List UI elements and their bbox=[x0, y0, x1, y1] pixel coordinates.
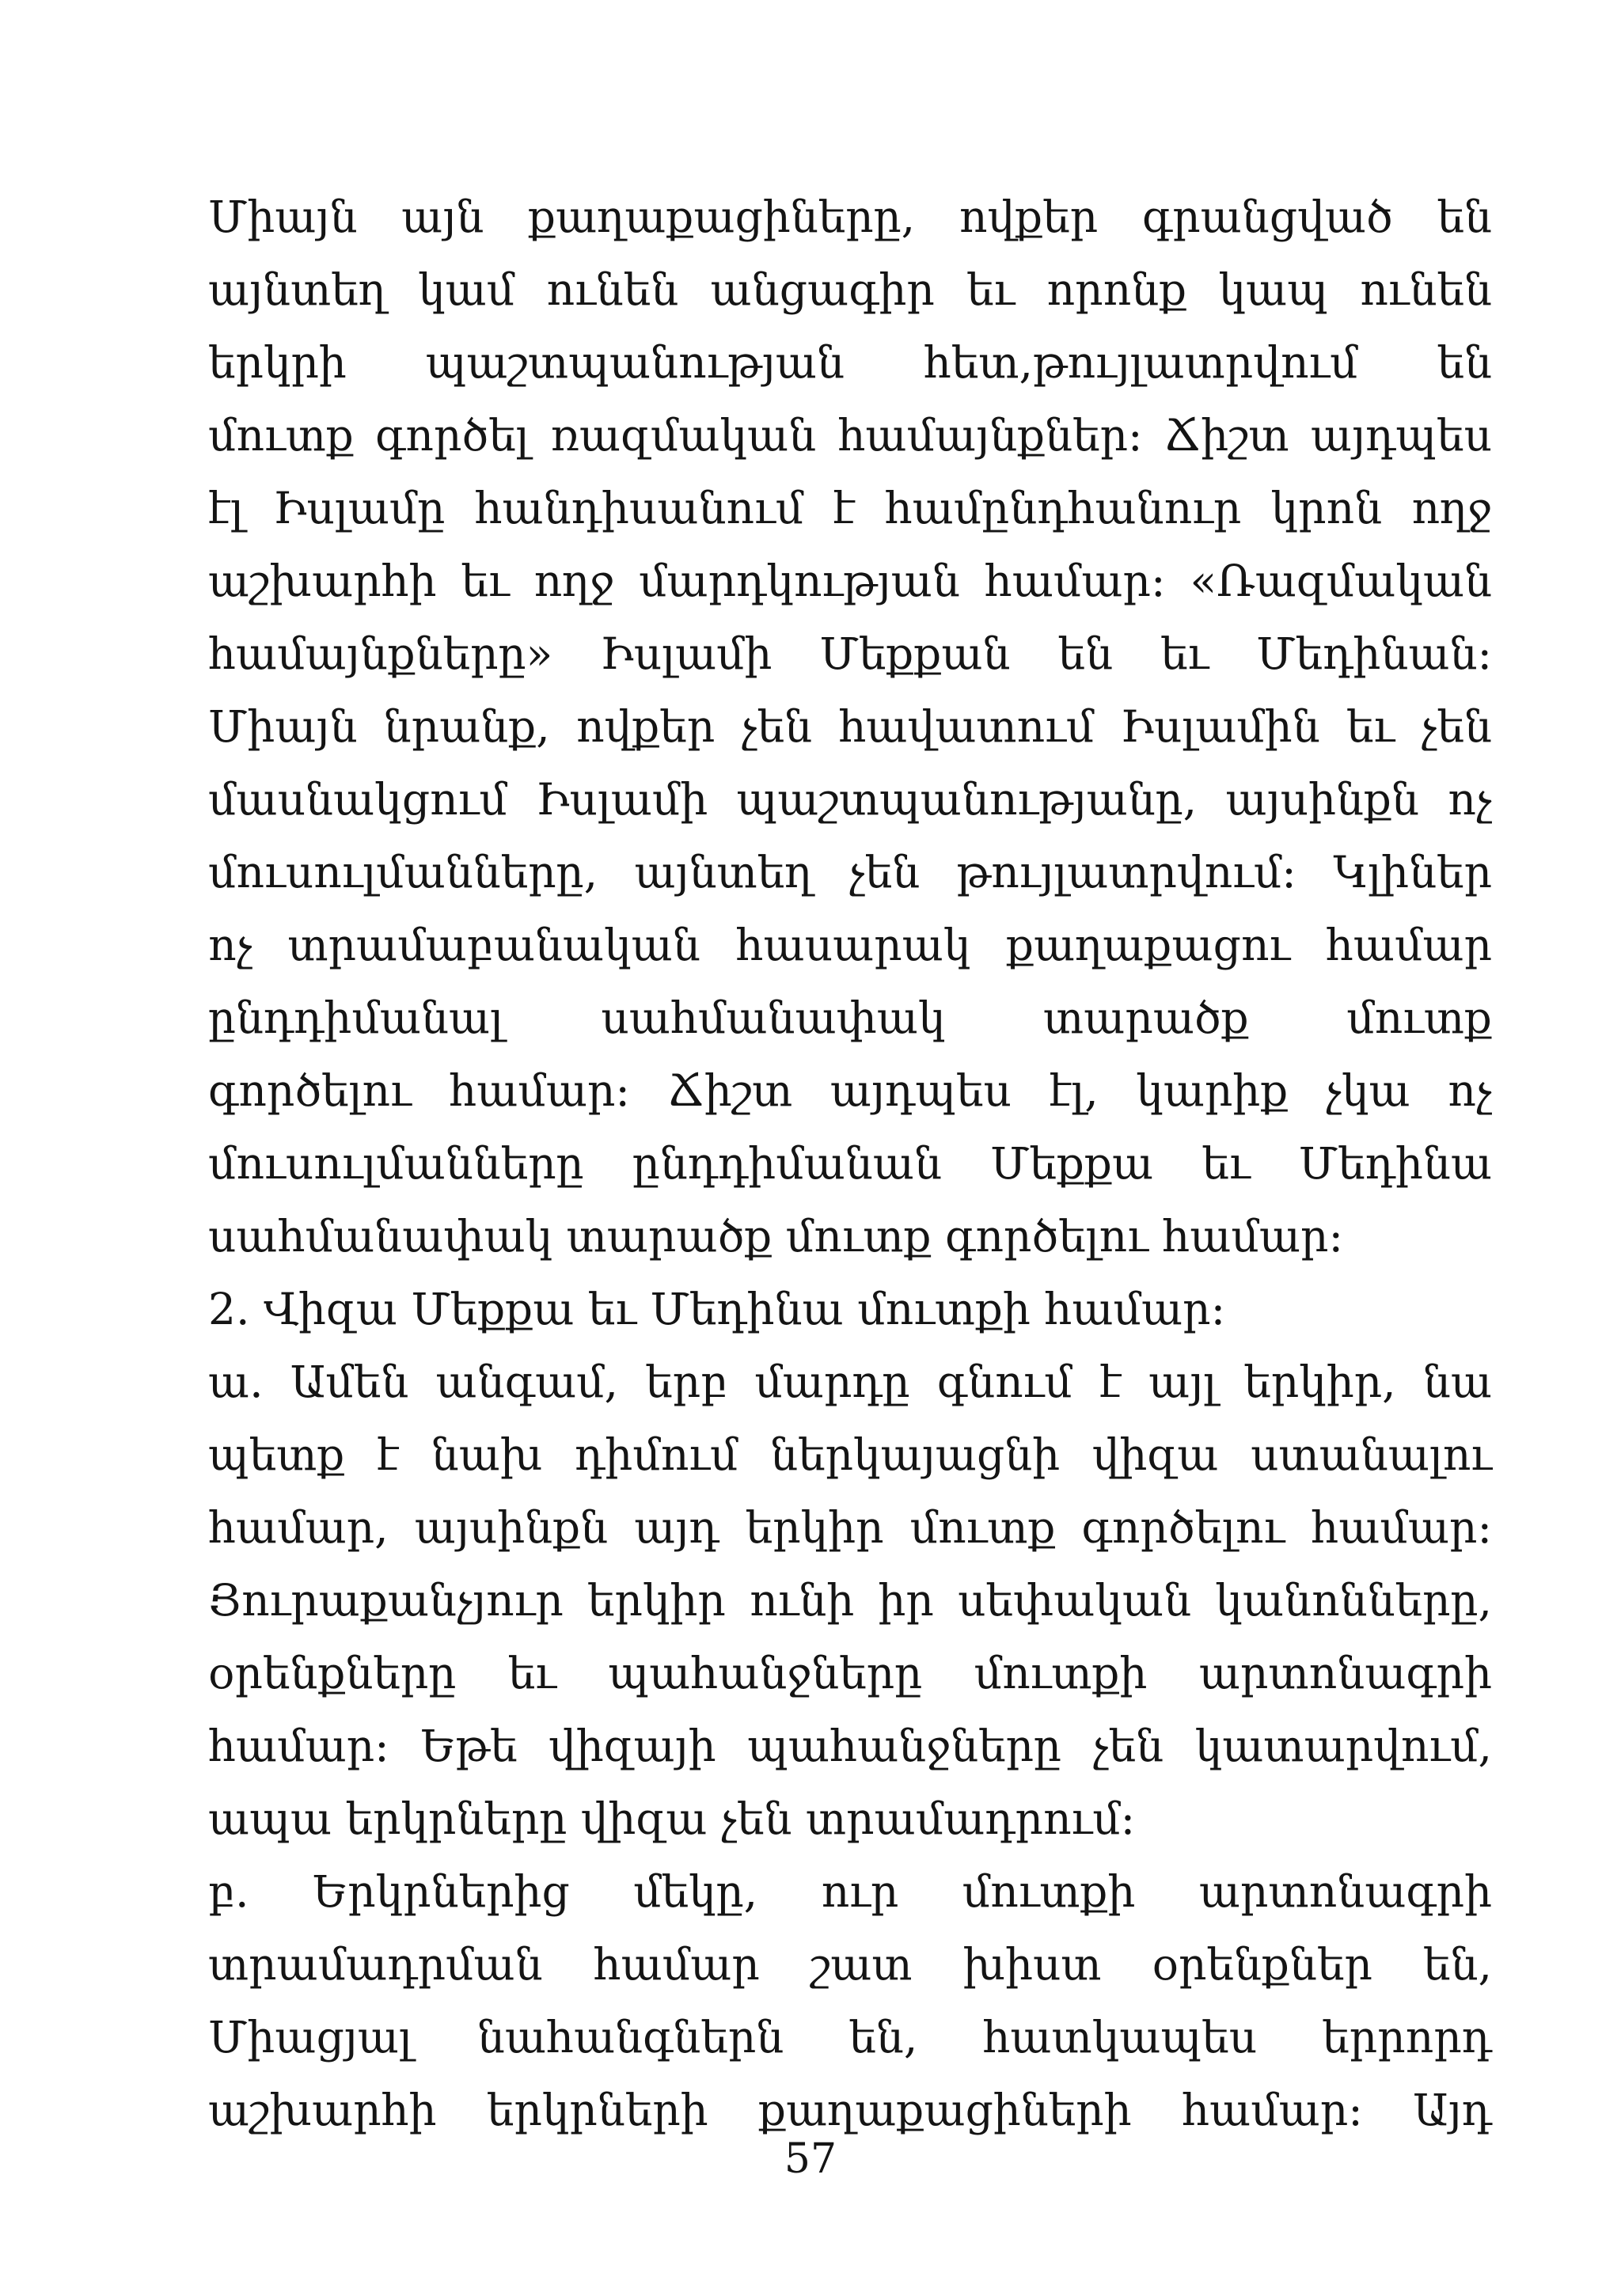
text-line: ապա երկրները վիզա չեն տրամադրում: bbox=[208, 1793, 1136, 1844]
text-line: էլ Իսլամը հանդիսանում է համընդհանուր կրոն ողջ bbox=[208, 483, 1492, 533]
text-line: համար, այսինքն այդ երկիր մուտք գործելու համար: bbox=[208, 1502, 1492, 1553]
page-number: 57 bbox=[784, 2135, 837, 2183]
text-line: երկրի պաշտպանության հետ,թույլատրվում են bbox=[208, 337, 1492, 388]
text-line: պետք է նախ դիմում ներկայացնի վիզա ստանալու bbox=[208, 1429, 1492, 1480]
text-line: մուտք գործել ռազմական համայնքներ: Ճիշտ այդպես bbox=[208, 410, 1492, 461]
text-line: ա. Ամեն անգամ, երբ մարդը գնում է այլ երկիր, նա bbox=[208, 1357, 1492, 1407]
text-line: Միայն նրանք, ովքեր չեն հավատում Իսլամին եւ չեն bbox=[208, 701, 1492, 752]
text-line: ընդդիմանալ սահմանափակ տարածք մուտք bbox=[208, 992, 1492, 1043]
text-line: գործելու համար: Ճիշտ այդպես էլ, կարիք չկա ոչ bbox=[208, 1065, 1492, 1116]
text-line: Միացյալ նահանգներն են, հատկապես երրորդ bbox=[208, 2012, 1492, 2063]
text-line: աշխարհի եւ ողջ մարդկության համար: «Ռազմական bbox=[208, 556, 1492, 606]
text-line: համայնքները» Իսլամի Մեքքան են եւ Մեդինան: bbox=[208, 628, 1492, 679]
body-text bbox=[208, 180, 1492, 2146]
text-line: օրենքները եւ պահանջները մուտքի արտոնագրի bbox=[208, 1648, 1492, 1698]
text-line: մուսուլմանները, այնտեղ չեն թույլատրվում: Կլիներ bbox=[208, 847, 1492, 898]
text-line: ոչ տրամաբանական հասարակ քաղաքացու համար bbox=[208, 920, 1492, 970]
text-line: մասնակցում Իսլամի պաշտպանությանը, այսինքն ոչ bbox=[208, 774, 1492, 825]
text-line: 2. Վիզա Մեքքա եւ Մեդինա մուտքի համար: bbox=[208, 1284, 1226, 1334]
text-line: համար: Եթե վիզայի պահանջները չեն կատարվում, bbox=[208, 1721, 1492, 1771]
text-line: աշխարհի երկրների քաղաքացիների համար: Այդ bbox=[208, 2085, 1492, 2135]
text-line: տրամադրման համար շատ խիստ օրենքներ են, bbox=[208, 1939, 1492, 1990]
text-line: Յուրաքանչյուր երկիր ունի իր սեփական կանոնները, bbox=[208, 1575, 1492, 1626]
text-line: Միայն այն քաղաքացիները, ովքեր գրանցված են bbox=[208, 192, 1492, 242]
text-line: այնտեղ կամ ունեն անցագիր եւ որոնք կապ ունեն bbox=[208, 264, 1492, 315]
text-line: սահմանափակ տարածք մուտք գործելու համար: bbox=[208, 1211, 1343, 1262]
text-line: մուսուլմանները ընդդիմանան Մեքքա եւ Մեդինա bbox=[208, 1138, 1492, 1189]
text-line: բ. Երկրներից մեկը, ուր մուտքի արտոնագրի bbox=[208, 1866, 1492, 1917]
